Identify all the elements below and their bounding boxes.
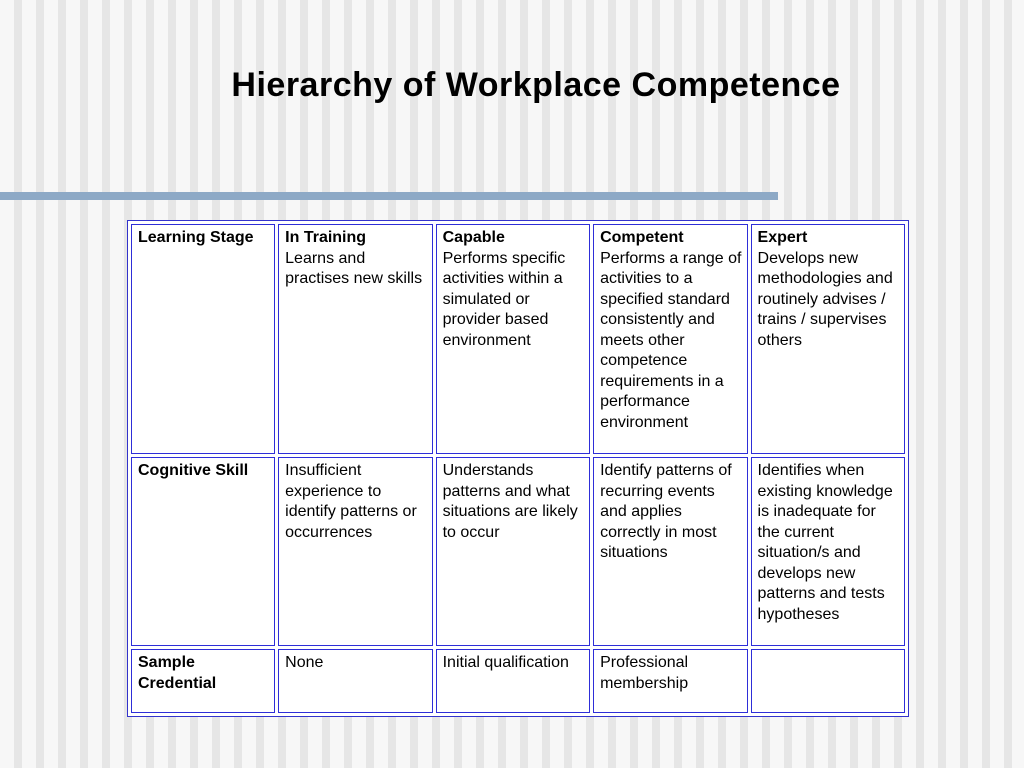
competence-table [127,220,909,717]
cell-cognitive-competent: Identify patterns of recurring events and applies correctly in most situations [593,457,747,646]
stage-description: Develops new methodologies and routinely advises / trains / supervises others [757,249,893,349]
stage-description: Performs specific activities within a simulated or provider based environment [442,249,566,349]
cell-cognitive-expert: Identifies when existing knowledge is inadequate for the current situation/s and develops new patterns and tests hypotheses [751,457,905,646]
cell-credential-expert [751,649,905,713]
cell-capable [436,224,590,454]
cell-expert [751,224,905,454]
table-row-learning-stage [131,224,905,454]
table-row-cognitive-skill [131,457,905,646]
cell-credential-in-training: None [278,649,432,713]
stage-heading: Capable [442,229,505,246]
row-label-text: Cognitive Skill [138,462,249,479]
row-label-sample-credential [131,649,275,713]
cell-credential-capable: Initial qualification [436,649,590,713]
stage-heading: In Training [285,229,367,246]
stage-description: Learns and practises new skills [285,249,423,287]
stage-description: Performs a range of activities to a specified standard consistently and meets other competence requirements in a performance environment [600,249,742,431]
cell-competent [593,224,747,454]
cell-credential-competent: Professional membership [593,649,747,713]
row-label-text: Sample Credential [138,654,217,692]
table-row-sample-credential [131,649,905,713]
row-label-cognitive-skill [131,457,275,646]
row-label-learning-stage [131,224,275,454]
stage-heading: Competent [600,229,684,246]
cell-cognitive-in-training: Insufficient experience to identify patterns or occurrences [278,457,432,646]
row-label-text: Learning Stage [138,229,254,246]
stage-heading: Expert [757,229,808,246]
cell-cognitive-capable: Understands patterns and what situations are likely to occur [436,457,590,646]
title-divider [0,192,778,200]
cell-in-training [278,224,432,454]
slide-title: Hierarchy of Workplace Competence [231,66,841,104]
